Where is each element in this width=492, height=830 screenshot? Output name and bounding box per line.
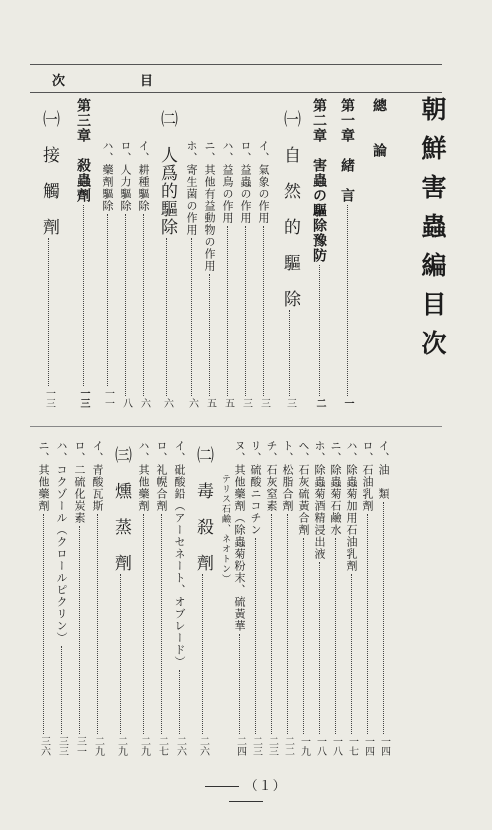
- entry-label: ハ、除蟲菊加用石油乳劑: [345, 440, 358, 572]
- toc-entry-chapter-2[interactable]: [312, 98, 326, 408]
- toc-entry-6[interactable]: [138, 140, 149, 408]
- entry-label: ハ、コクゾール（クロールピクリン）: [55, 440, 68, 644]
- page-number: [186, 775, 306, 809]
- dot-leader: [245, 226, 246, 396]
- dot-leader: [166, 238, 167, 396]
- entry-page: 三三: [56, 736, 68, 756]
- toc-entry-7[interactable]: [120, 140, 131, 408]
- entry-label: ㈠ 接 觸 劑: [39, 110, 59, 236]
- toc-entry-20[interactable]: [156, 440, 167, 756]
- entry-page: 三: [240, 398, 252, 408]
- entry-page: 五: [204, 398, 216, 408]
- toc-entry-poison[interactable]: [194, 446, 211, 756]
- entry-page: 一八: [330, 736, 342, 756]
- entry-label-continued: テリス石鹼、ネオトン）: [220, 474, 230, 584]
- entry-page: 一七: [346, 736, 358, 756]
- dot-leader: [143, 214, 144, 396]
- page-number-text: （１）: [244, 779, 287, 794]
- entry-label: ロ、石油乳劑: [361, 440, 374, 512]
- toc-entry-18[interactable]: [234, 440, 245, 756]
- toc-entry-2[interactable]: [240, 140, 251, 408]
- toc-entry-artificial[interactable]: [158, 110, 175, 408]
- entry-label: ニ、除蟲菊石鹼水: [329, 440, 342, 536]
- entry-label: チ、石灰窒素: [265, 440, 278, 512]
- dot-leader: [303, 538, 304, 734]
- entry-label: イ、氣象の作用: [257, 140, 270, 224]
- entry-label: イ、砒酸鉛（アーセネート、オブレード）: [173, 440, 186, 668]
- dot-leader: [263, 226, 264, 396]
- page-number-rule-right: [229, 801, 263, 802]
- entry-label: ロ、人力驅除: [119, 140, 132, 212]
- entry-label: ヌ、其他藥劑（除蟲菊粉末、硫黃華: [233, 440, 246, 632]
- toc-entry-general[interactable]: [372, 98, 386, 178]
- entry-page: 三: [284, 398, 296, 408]
- toc-entry-16[interactable]: [266, 440, 277, 756]
- toc-entry-24[interactable]: [56, 440, 67, 756]
- header-rule-bottom: [30, 92, 442, 93]
- toc-entry-chapter-3[interactable]: [76, 98, 90, 408]
- toc-entry-17[interactable]: [250, 440, 261, 756]
- toc-entry-23[interactable]: [74, 440, 85, 756]
- entry-label: ハ、藥劑驅除: [101, 140, 114, 212]
- entry-page: 二二: [282, 736, 294, 756]
- entry-label: ホ、除蟲菊酒精浸出液: [313, 440, 326, 560]
- dot-leader: [48, 238, 49, 386]
- dot-leader: [335, 538, 336, 734]
- dot-leader: [287, 514, 288, 734]
- entry-label: 第二章 害蟲の驅除豫防: [311, 98, 327, 263]
- entry-label: ハ、其他藥劑: [137, 440, 150, 512]
- toc-entry-9[interactable]: [378, 440, 389, 756]
- entry-page: 六: [186, 398, 198, 408]
- entry-label: イ、油 類: [377, 440, 390, 500]
- dot-leader: [79, 526, 80, 734]
- entry-page: 三: [258, 398, 270, 408]
- toc-entry-4[interactable]: [204, 140, 215, 408]
- dot-leader: [351, 574, 352, 734]
- dot-leader: [319, 265, 320, 396]
- entry-page: 二九: [92, 736, 104, 756]
- dot-leader: [319, 562, 320, 734]
- entry-label: ロ、礼幌合劑: [155, 440, 168, 512]
- dot-leader: [120, 574, 121, 734]
- toc-entry-contact[interactable]: [40, 110, 57, 408]
- entry-page: 二: [314, 398, 325, 408]
- toc-entry-10[interactable]: [362, 440, 373, 756]
- entry-page: 六: [138, 398, 150, 408]
- entry-label: ロ、二硫化炭素: [73, 440, 86, 524]
- dot-leader: [143, 514, 144, 734]
- entry-label: 總 論: [371, 98, 387, 158]
- entry-label: 第三章 殺蟲劑: [75, 98, 91, 203]
- entry-page: 一: [342, 398, 353, 408]
- section-divider: [30, 426, 442, 427]
- entry-page: 一一: [102, 388, 114, 408]
- dot-leader: [107, 214, 108, 386]
- entry-label: ニ、其他藥劑: [37, 440, 50, 512]
- dot-leader: [227, 226, 228, 396]
- entry-label: ㈠ 自 然 的 驅 除: [280, 110, 300, 308]
- entry-label: ㈡ 毒 殺 劑: [193, 446, 213, 572]
- toc-entry-13[interactable]: [314, 440, 325, 756]
- entry-page: 一四: [362, 736, 374, 756]
- dot-leader: [209, 274, 210, 396]
- entry-page: 八: [120, 398, 132, 408]
- entry-page: 五: [222, 398, 234, 408]
- toc-entry-natural[interactable]: [281, 110, 298, 408]
- dot-leader: [383, 502, 384, 734]
- entry-label: ハ、益鳥の作用: [221, 140, 234, 224]
- dot-leader: [367, 514, 368, 734]
- entry-label: ヘ、石灰硫黃合劑: [297, 440, 310, 536]
- entry-label: リ、硫酸ニコチン: [249, 440, 262, 536]
- toc-entry-5[interactable]: [186, 140, 197, 408]
- header-rule-top: [30, 64, 442, 65]
- toc-entry-3[interactable]: [222, 140, 233, 408]
- entry-page: 二六: [197, 736, 209, 756]
- entry-page: 一三: [43, 388, 55, 408]
- header-char-right: 目: [140, 74, 154, 89]
- entry-page: 三一: [74, 736, 86, 756]
- toc-entry-19[interactable]: [174, 440, 185, 756]
- dot-leader: [179, 670, 180, 734]
- entry-label: ホ、寄生菌の作用: [185, 140, 198, 236]
- entry-page: 六: [161, 398, 173, 408]
- dot-leader: [271, 514, 272, 734]
- toc-entry-18-continuation: [220, 474, 229, 614]
- dot-leader: [61, 646, 62, 734]
- toc-entry-8[interactable]: [102, 140, 113, 408]
- entry-page: 一三: [78, 388, 89, 408]
- entry-page: 二六: [174, 736, 186, 756]
- toc-entry-25[interactable]: [38, 440, 49, 756]
- dot-leader: [347, 205, 348, 396]
- entry-label: イ、青酸瓦斯: [91, 440, 104, 512]
- header-char-left: 次: [52, 74, 66, 89]
- entry-label: ㈢ 燻 蒸 劑: [111, 446, 131, 572]
- entry-page: 一九: [298, 736, 310, 756]
- entry-page: 三六: [38, 736, 50, 756]
- entry-page: 二三: [266, 736, 278, 756]
- entry-label: ロ、益蟲の作用: [239, 140, 252, 224]
- toc-entry-15[interactable]: [282, 440, 293, 756]
- entry-label: イ、耕種驅除: [137, 140, 150, 212]
- entry-page: 二九: [138, 736, 150, 756]
- toc-entry-14[interactable]: [298, 440, 309, 756]
- dot-leader: [83, 205, 84, 386]
- dot-leader: [289, 310, 290, 396]
- dot-leader: [97, 514, 98, 734]
- dot-leader: [191, 238, 192, 396]
- toc-entry-1[interactable]: [258, 140, 269, 408]
- entry-page: 二四: [234, 736, 246, 756]
- entry-page: 一八: [314, 736, 326, 756]
- dot-leader: [239, 634, 240, 734]
- toc-entry-21[interactable]: [138, 440, 149, 756]
- toc-entry-11[interactable]: [346, 440, 357, 756]
- toc-entry-fumigant[interactable]: [112, 446, 129, 756]
- entry-label: ㈡ 人爲的驅除: [157, 110, 177, 236]
- dot-leader: [161, 514, 162, 734]
- entry-page: 二三: [250, 736, 262, 756]
- entry-page: 二七: [156, 736, 168, 756]
- entry-label: ニ、其他有益動物の作用: [203, 140, 216, 272]
- dot-leader: [255, 538, 256, 734]
- toc-entry-22[interactable]: [92, 440, 103, 756]
- entry-page: 二九: [115, 736, 127, 756]
- dot-leader: [43, 514, 44, 734]
- page-number-rule-left: [205, 786, 239, 787]
- entry-label: ト、松脂合劑: [281, 440, 294, 512]
- toc-entry-12[interactable]: [330, 440, 341, 756]
- toc-entry-chapter-1[interactable]: [340, 98, 354, 408]
- dot-leader: [202, 574, 203, 734]
- entry-label: 第一章 緒 言: [339, 98, 355, 203]
- entry-page: 一四: [378, 736, 390, 756]
- toc-title: 朝鮮害蟲編目次: [418, 96, 447, 369]
- dot-leader: [125, 214, 126, 396]
